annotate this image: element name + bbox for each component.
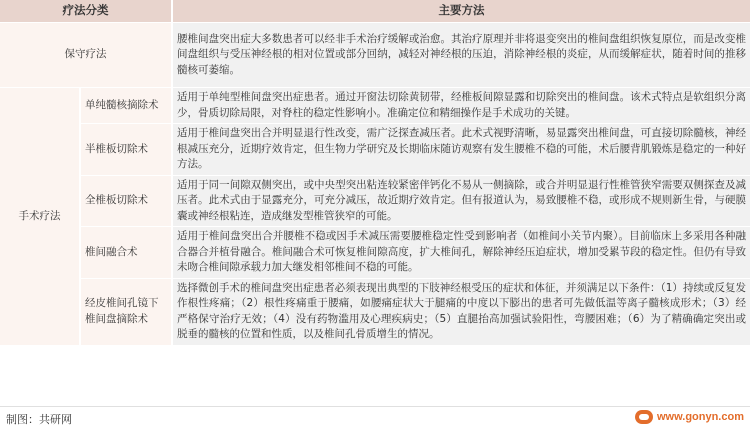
method-text: 适用于单纯型椎间盘突出症患者。通过开窗法切除黄韧带，经椎板间隙显露和切除突出的椎间盘。该术式特点是软组织分离少，骨质切除局限，对脊柱的稳定性影响小。准确定位和精细操作是手术成功的关键。 (172, 88, 750, 124)
category-surgery: 手术疗法 (0, 88, 80, 346)
brand-logo[interactable] (635, 410, 744, 424)
method-text: 选择微创手术的椎间盘突出症患者必须表现出典型的下肢神经根受压的症状和体征，并须满足以下条件：（1）持续或反复发作根性疼痛；（2）根性疼痛重于腰痛，如腰痛症状大于腿痛的中度以下膨出的患者可先做低温等离子髓核成形术；（3）经严格保守治疗无效；（4）没有药物滥用及心理疾病史；（5）直腿抬高加强试验阳性，弯腰困难；（6）为了精确确定突出或脱垂的髓核的位置和性质，以及椎间孔骨质增生的情况。 (172, 278, 750, 345)
method-text: 适用于同一间隙双侧突出，或中央型突出粘连较紧密伴钙化不易从一侧摘除，或合并明显退行性椎管狭窄需要双侧探查及减压者。此术式由于显露充分，可充分减压，故近期疗效肯定。但有报道认为，易致腰椎不稳，或形成不规则新生骨，与硬膜囊或神经根粘连，造成继发型椎管狭窄的可能。 (172, 175, 750, 227)
category-conservative: 保守疗法 (0, 23, 172, 88)
table-row (0, 227, 750, 279)
subcategory-name: 全椎板切除术 (80, 175, 172, 227)
brand-logo-icon (635, 410, 653, 424)
table-header-row (0, 0, 750, 23)
method-text: 适用于椎间盘突出合并明显退行性改变，需广泛探查减压者。此术式视野清晰，易显露突出椎间盘，可直接切除髓核，神经根减压充分，近期疗效肯定，但生物力学研究及长期临床随访观察有发生腰椎不稳的可能，术后腰背肌锻炼是稳定的一种好方法。 (172, 124, 750, 176)
method-conservative: 腰椎间盘突出症大多数患者可以经非手术治疗缓解或治愈。其治疗原理并非将退变突出的椎间盘组织恢复原位，而是改变椎间盘组织与受压神经根的相对位置或部分回纳，减轻对神经根的压迫，消除神经根的炎症，从而缓解症状，随着时间的推移髓核可萎缩。 (172, 23, 750, 88)
subcategory-name: 经皮椎间孔镜下椎间盘摘除术 (80, 278, 172, 345)
brand-logo-text: www.gonyn.com (657, 411, 744, 423)
method-text: 适用于椎间盘突出合并腰椎不稳或因手术减压需要腰椎稳定性受到影响者（如椎间小关节内聚）。目前临床上多采用各种融合器合并植骨融合。椎间融合术可恢复椎间隙高度，扩大椎间孔，解除神经压迫症状，增加受累节段的稳定性。但仍有导致未吻合椎间隙承载力加大继发相邻椎间不稳的可能。 (172, 227, 750, 279)
header-method: 主要方法 (172, 0, 750, 23)
table-row (0, 88, 750, 124)
header-category: 疗法分类 (0, 0, 172, 23)
subcategory-name: 单纯髓核摘除术 (80, 88, 172, 124)
footer (0, 406, 750, 429)
table-row (0, 124, 750, 176)
subcategory-name: 椎间融合术 (80, 227, 172, 279)
table-row (0, 278, 750, 345)
source-credit: 制图：共研网 (6, 413, 72, 426)
subcategory-name: 半椎板切除术 (80, 124, 172, 176)
table-row (0, 175, 750, 227)
table-row-conservative (0, 23, 750, 88)
